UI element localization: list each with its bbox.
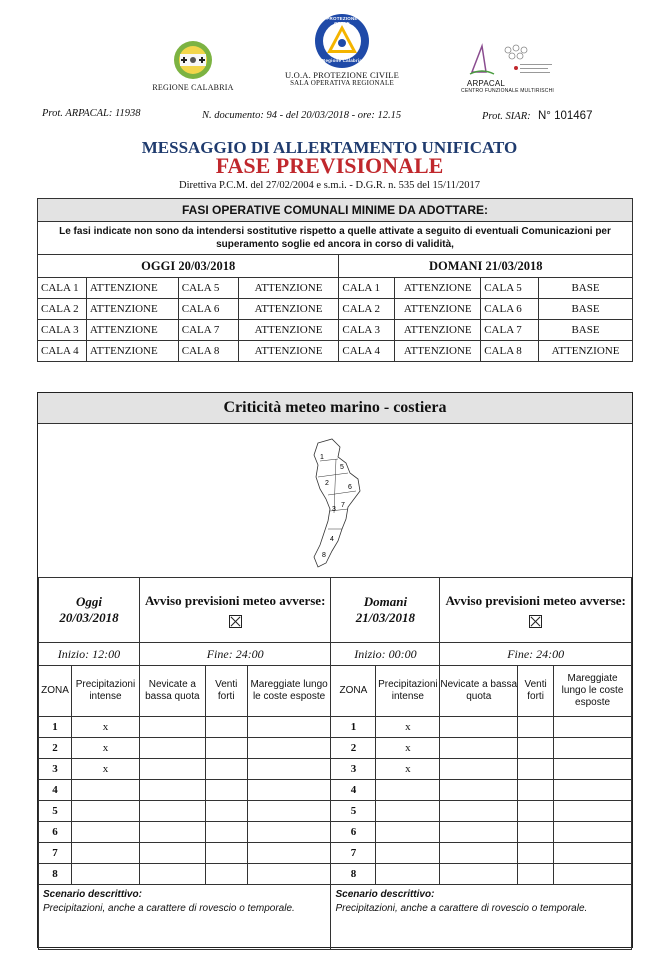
zone-cell-tomorrow <box>376 801 440 822</box>
tomorrow-avviso <box>440 578 632 643</box>
calabria-zones-map <box>298 433 398 573</box>
fasi-cell: CALA 8 <box>481 341 539 362</box>
zone-number: 2 <box>39 738 72 759</box>
today-avviso <box>139 578 331 643</box>
zone-cell-tomorrow <box>554 822 632 843</box>
regione-calabria-caption: REGIONE CALABRIA <box>152 83 234 92</box>
zone-cell-today <box>247 759 331 780</box>
fasi-cell: CALA 1 <box>339 278 395 299</box>
zone-cell-tomorrow <box>518 738 554 759</box>
zone-cell-today <box>205 843 247 864</box>
zone-cell-today <box>139 738 205 759</box>
scenario-today-text: Precipitazioni, anche a carattere di rovescio o temporale. <box>43 903 295 914</box>
zone-cell-today <box>71 822 139 843</box>
zone-cell-today <box>205 822 247 843</box>
map-zone-label: 4 <box>330 536 334 543</box>
zone-number: 4 <box>331 780 376 801</box>
title-direttiva: Direttiva P.C.M. del 27/02/2004 e s.m.i. - D.G.R. n. 535 del 15/11/2017 <box>179 180 480 191</box>
today-label-line1: Oggi <box>75 594 102 609</box>
col-nevicate: Nevicate a bassa quota <box>440 666 518 717</box>
zone-cell-today <box>247 822 331 843</box>
zone-cell-today: x <box>71 738 139 759</box>
fasi-cell: ATTENZIONE <box>395 341 481 362</box>
fasi-cell: CALA 5 <box>481 278 539 299</box>
fasi-cell: ATTENZIONE <box>238 320 339 341</box>
today-inizio: Inizio: 12:00 <box>39 643 140 666</box>
zone-cell-tomorrow <box>554 801 632 822</box>
fasi-cell: CALA 1 <box>38 278 87 299</box>
fasi-cell: BASE <box>539 299 633 320</box>
criticita-section <box>37 392 633 948</box>
tomorrow-label <box>331 578 440 643</box>
zone-cell-tomorrow <box>440 864 518 885</box>
fasi-cell: CALA 2 <box>38 299 87 320</box>
map-zone-label: 1 <box>320 454 324 461</box>
zone-cell-today: x <box>71 717 139 738</box>
uoa-line1: U.O.A. PROTEZIONE CIVILE <box>284 70 400 80</box>
zone-number: 5 <box>331 801 376 822</box>
zone-number: 3 <box>39 759 72 780</box>
fasi-row <box>38 341 633 362</box>
zone-row <box>39 801 632 822</box>
zone-cell-today <box>71 801 139 822</box>
map-zone-label: 8 <box>322 552 326 559</box>
zone-cell-tomorrow <box>440 717 518 738</box>
zone-cell-today <box>71 780 139 801</box>
prot-siar-value: N° 101467 <box>538 110 593 122</box>
fasi-cell: CALA 7 <box>178 320 238 341</box>
tomorrow-avviso-text: Avviso previsioni meteo avverse: <box>445 592 626 608</box>
zone-cell-today <box>247 864 331 885</box>
today-fine: Fine: 24:00 <box>139 643 331 666</box>
fasi-cell: CALA 6 <box>178 299 238 320</box>
zone-number: 6 <box>331 822 376 843</box>
fasi-cell: ATTENZIONE <box>238 299 339 320</box>
fasi-cell: ATTENZIONE <box>86 299 178 320</box>
zone-row <box>39 738 632 759</box>
fasi-row <box>38 278 633 299</box>
zone-cell-tomorrow <box>554 717 632 738</box>
zone-number: 7 <box>331 843 376 864</box>
map-area <box>38 423 632 578</box>
scenario-today <box>39 885 331 950</box>
zone-cell-today <box>205 801 247 822</box>
fasi-cell: CALA 6 <box>481 299 539 320</box>
tomorrow-label-line2: 21/03/2018 <box>355 610 416 625</box>
zone-cell-today <box>247 843 331 864</box>
document-number: N. documento: 94 - del 20/03/2018 - ore: 12.15 <box>202 110 402 121</box>
zone-cell-tomorrow <box>376 864 440 885</box>
col-venti: Venti forti <box>518 666 554 717</box>
col-zona: ZONA <box>39 666 72 717</box>
zone-number: 4 <box>39 780 72 801</box>
arpacal-sub: CENTRO FUNZIONALE MULTIRISCHI <box>461 88 554 94</box>
zone-cell-today <box>205 780 247 801</box>
criticita-table <box>38 577 632 950</box>
today-label-line2: 20/03/2018 <box>59 610 119 625</box>
zone-cell-tomorrow: x <box>376 717 440 738</box>
fasi-header: FASI OPERATIVE COMUNALI MINIME DA ADOTTARE: <box>38 199 633 222</box>
zone-cell-tomorrow <box>554 759 632 780</box>
zone-row <box>39 759 632 780</box>
fasi-cell: BASE <box>539 320 633 341</box>
arpacal-logo <box>468 42 558 82</box>
fasi-cell: ATTENZIONE <box>86 278 178 299</box>
zone-number: 1 <box>39 717 72 738</box>
uoa-line2: SALA OPERATIVA REGIONALE <box>290 79 394 87</box>
today-label <box>39 578 140 643</box>
zone-cell-tomorrow <box>376 843 440 864</box>
fasi-cell: ATTENZIONE <box>395 278 481 299</box>
col-venti: Venti forti <box>205 666 247 717</box>
zone-cell-today <box>71 864 139 885</box>
zone-cell-tomorrow <box>518 780 554 801</box>
zone-cell-today: x <box>71 759 139 780</box>
arpacal-name: ARPACAL <box>466 79 506 88</box>
zone-cell-today <box>205 864 247 885</box>
zone-cell-today <box>247 717 331 738</box>
fasi-row <box>38 299 633 320</box>
map-zone-label: 5 <box>340 464 344 471</box>
zone-cell-today <box>139 780 205 801</box>
zone-rows <box>39 717 632 885</box>
map-zone-label: 3 <box>332 506 336 513</box>
zone-cell-today <box>205 717 247 738</box>
zone-cell-tomorrow <box>518 717 554 738</box>
zone-cell-today <box>139 759 205 780</box>
tomorrow-label-line1: Domani <box>363 594 408 609</box>
col-mareggiate: Mareggiate lungo le coste esposte <box>554 666 632 717</box>
col-zona: ZONA <box>331 666 376 717</box>
zone-cell-tomorrow <box>554 780 632 801</box>
zone-cell-today <box>205 738 247 759</box>
zone-cell-tomorrow <box>440 843 518 864</box>
map-zone-label: 7 <box>341 502 345 509</box>
col-precipitazioni: Precipitazioni intense <box>71 666 139 717</box>
fasi-cell: CALA 4 <box>38 341 87 362</box>
zone-number: 6 <box>39 822 72 843</box>
zone-cell-tomorrow <box>518 864 554 885</box>
fasi-cell: ATTENZIONE <box>238 341 339 362</box>
fasi-cell: ATTENZIONE <box>539 341 633 362</box>
zone-cell-today <box>139 822 205 843</box>
zone-row <box>39 843 632 864</box>
col-nevicate: Nevicate a bassa quota <box>139 666 205 717</box>
fasi-cell: CALA 4 <box>339 341 395 362</box>
title-messaggio: MESSAGGIO DI ALLERTAMENTO UNIFICATO <box>141 138 518 157</box>
zone-number: 8 <box>331 864 376 885</box>
scenario-tomorrow-text: Precipitazioni, anche a carattere di rovescio o temporale. <box>335 903 588 914</box>
zone-number: 8 <box>39 864 72 885</box>
fasi-cell: CALA 3 <box>339 320 395 341</box>
zone-cell-tomorrow <box>440 780 518 801</box>
zone-cell-tomorrow <box>376 822 440 843</box>
fasi-operative-table <box>37 198 633 362</box>
zone-cell-today <box>139 801 205 822</box>
zone-cell-today <box>247 780 331 801</box>
prot-siar-label: Prot. SIAR: <box>482 111 531 122</box>
scenario-today-label: Scenario descrittivo: <box>43 889 142 900</box>
fasi-cell: CALA 2 <box>339 299 395 320</box>
zone-cell-tomorrow <box>518 822 554 843</box>
today-avviso-text: Avviso previsioni meteo avverse: <box>145 592 326 608</box>
zone-cell-tomorrow <box>554 738 632 759</box>
scenario-tomorrow <box>331 885 632 950</box>
tomorrow-avviso-checkbox <box>529 615 542 628</box>
tomorrow-fine: Fine: 24:00 <box>440 643 632 666</box>
zone-row <box>39 864 632 885</box>
zone-cell-tomorrow <box>440 738 518 759</box>
zone-number: 7 <box>39 843 72 864</box>
zone-cell-tomorrow <box>554 843 632 864</box>
protezione-civile-ring-text: PROTEZIONE CIVILE <box>326 16 358 26</box>
zone-number: 5 <box>39 801 72 822</box>
map-zone-label: 6 <box>348 484 352 491</box>
fasi-cell: ATTENZIONE <box>395 299 481 320</box>
zone-cell-today <box>71 843 139 864</box>
zone-row <box>39 822 632 843</box>
zone-cell-tomorrow <box>440 759 518 780</box>
zone-cell-tomorrow <box>440 822 518 843</box>
zone-cell-today <box>139 843 205 864</box>
fasi-cell: CALA 3 <box>38 320 87 341</box>
zone-number: 3 <box>331 759 376 780</box>
title-fase-previsionale: FASE PREVISIONALE <box>215 153 444 178</box>
zone-number: 2 <box>331 738 376 759</box>
fasi-cell: ATTENZIONE <box>86 341 178 362</box>
criticita-title: Criticità meteo marino - costiera <box>38 393 632 424</box>
zone-cell-tomorrow <box>518 843 554 864</box>
zone-row <box>39 717 632 738</box>
fasi-cell: CALA 7 <box>481 320 539 341</box>
map-zone-label: 2 <box>325 480 329 487</box>
prot-arpacal: Prot. ARPACAL: 11938 <box>42 108 141 119</box>
today-avviso-checkbox <box>229 615 242 628</box>
col-precipitazioni: Precipitazioni intense <box>376 666 440 717</box>
protezione-civile-bottom-text: Regione Calabria <box>322 58 362 63</box>
tomorrow-inizio: Inizio: 00:00 <box>331 643 440 666</box>
zone-row <box>39 780 632 801</box>
zone-cell-tomorrow <box>376 780 440 801</box>
fasi-cell: CALA 8 <box>178 341 238 362</box>
scenario-tomorrow-label: Scenario descrittivo: <box>335 889 435 900</box>
fasi-row <box>38 320 633 341</box>
fasi-tomorrow-label: DOMANI 21/03/2018 <box>339 255 633 278</box>
col-mareggiate: Mareggiate lungo le coste esposte <box>247 666 331 717</box>
regione-calabria-logo <box>172 40 214 80</box>
zone-number: 1 <box>331 717 376 738</box>
zone-cell-today <box>139 717 205 738</box>
fasi-cell: ATTENZIONE <box>86 320 178 341</box>
fasi-note: Le fasi indicate non sono da intendersi sostitutive rispetto a quelle attivate a seguito di eventuali Comunicazioni per superamento soglie ed ancora in corso di validità, <box>38 222 633 255</box>
fasi-today-label: OGGI 20/03/2018 <box>38 255 339 278</box>
zone-cell-tomorrow <box>440 801 518 822</box>
zone-cell-tomorrow: x <box>376 738 440 759</box>
fasi-cell: BASE <box>539 278 633 299</box>
zone-cell-today <box>247 738 331 759</box>
zone-cell-tomorrow <box>554 864 632 885</box>
zone-cell-today <box>139 864 205 885</box>
zone-cell-tomorrow <box>518 759 554 780</box>
zone-cell-tomorrow: x <box>376 759 440 780</box>
fasi-cell: CALA 5 <box>178 278 238 299</box>
fasi-cell: ATTENZIONE <box>238 278 339 299</box>
zone-cell-today <box>205 759 247 780</box>
zone-cell-tomorrow <box>518 801 554 822</box>
fasi-cell: ATTENZIONE <box>395 320 481 341</box>
zone-cell-today <box>247 801 331 822</box>
